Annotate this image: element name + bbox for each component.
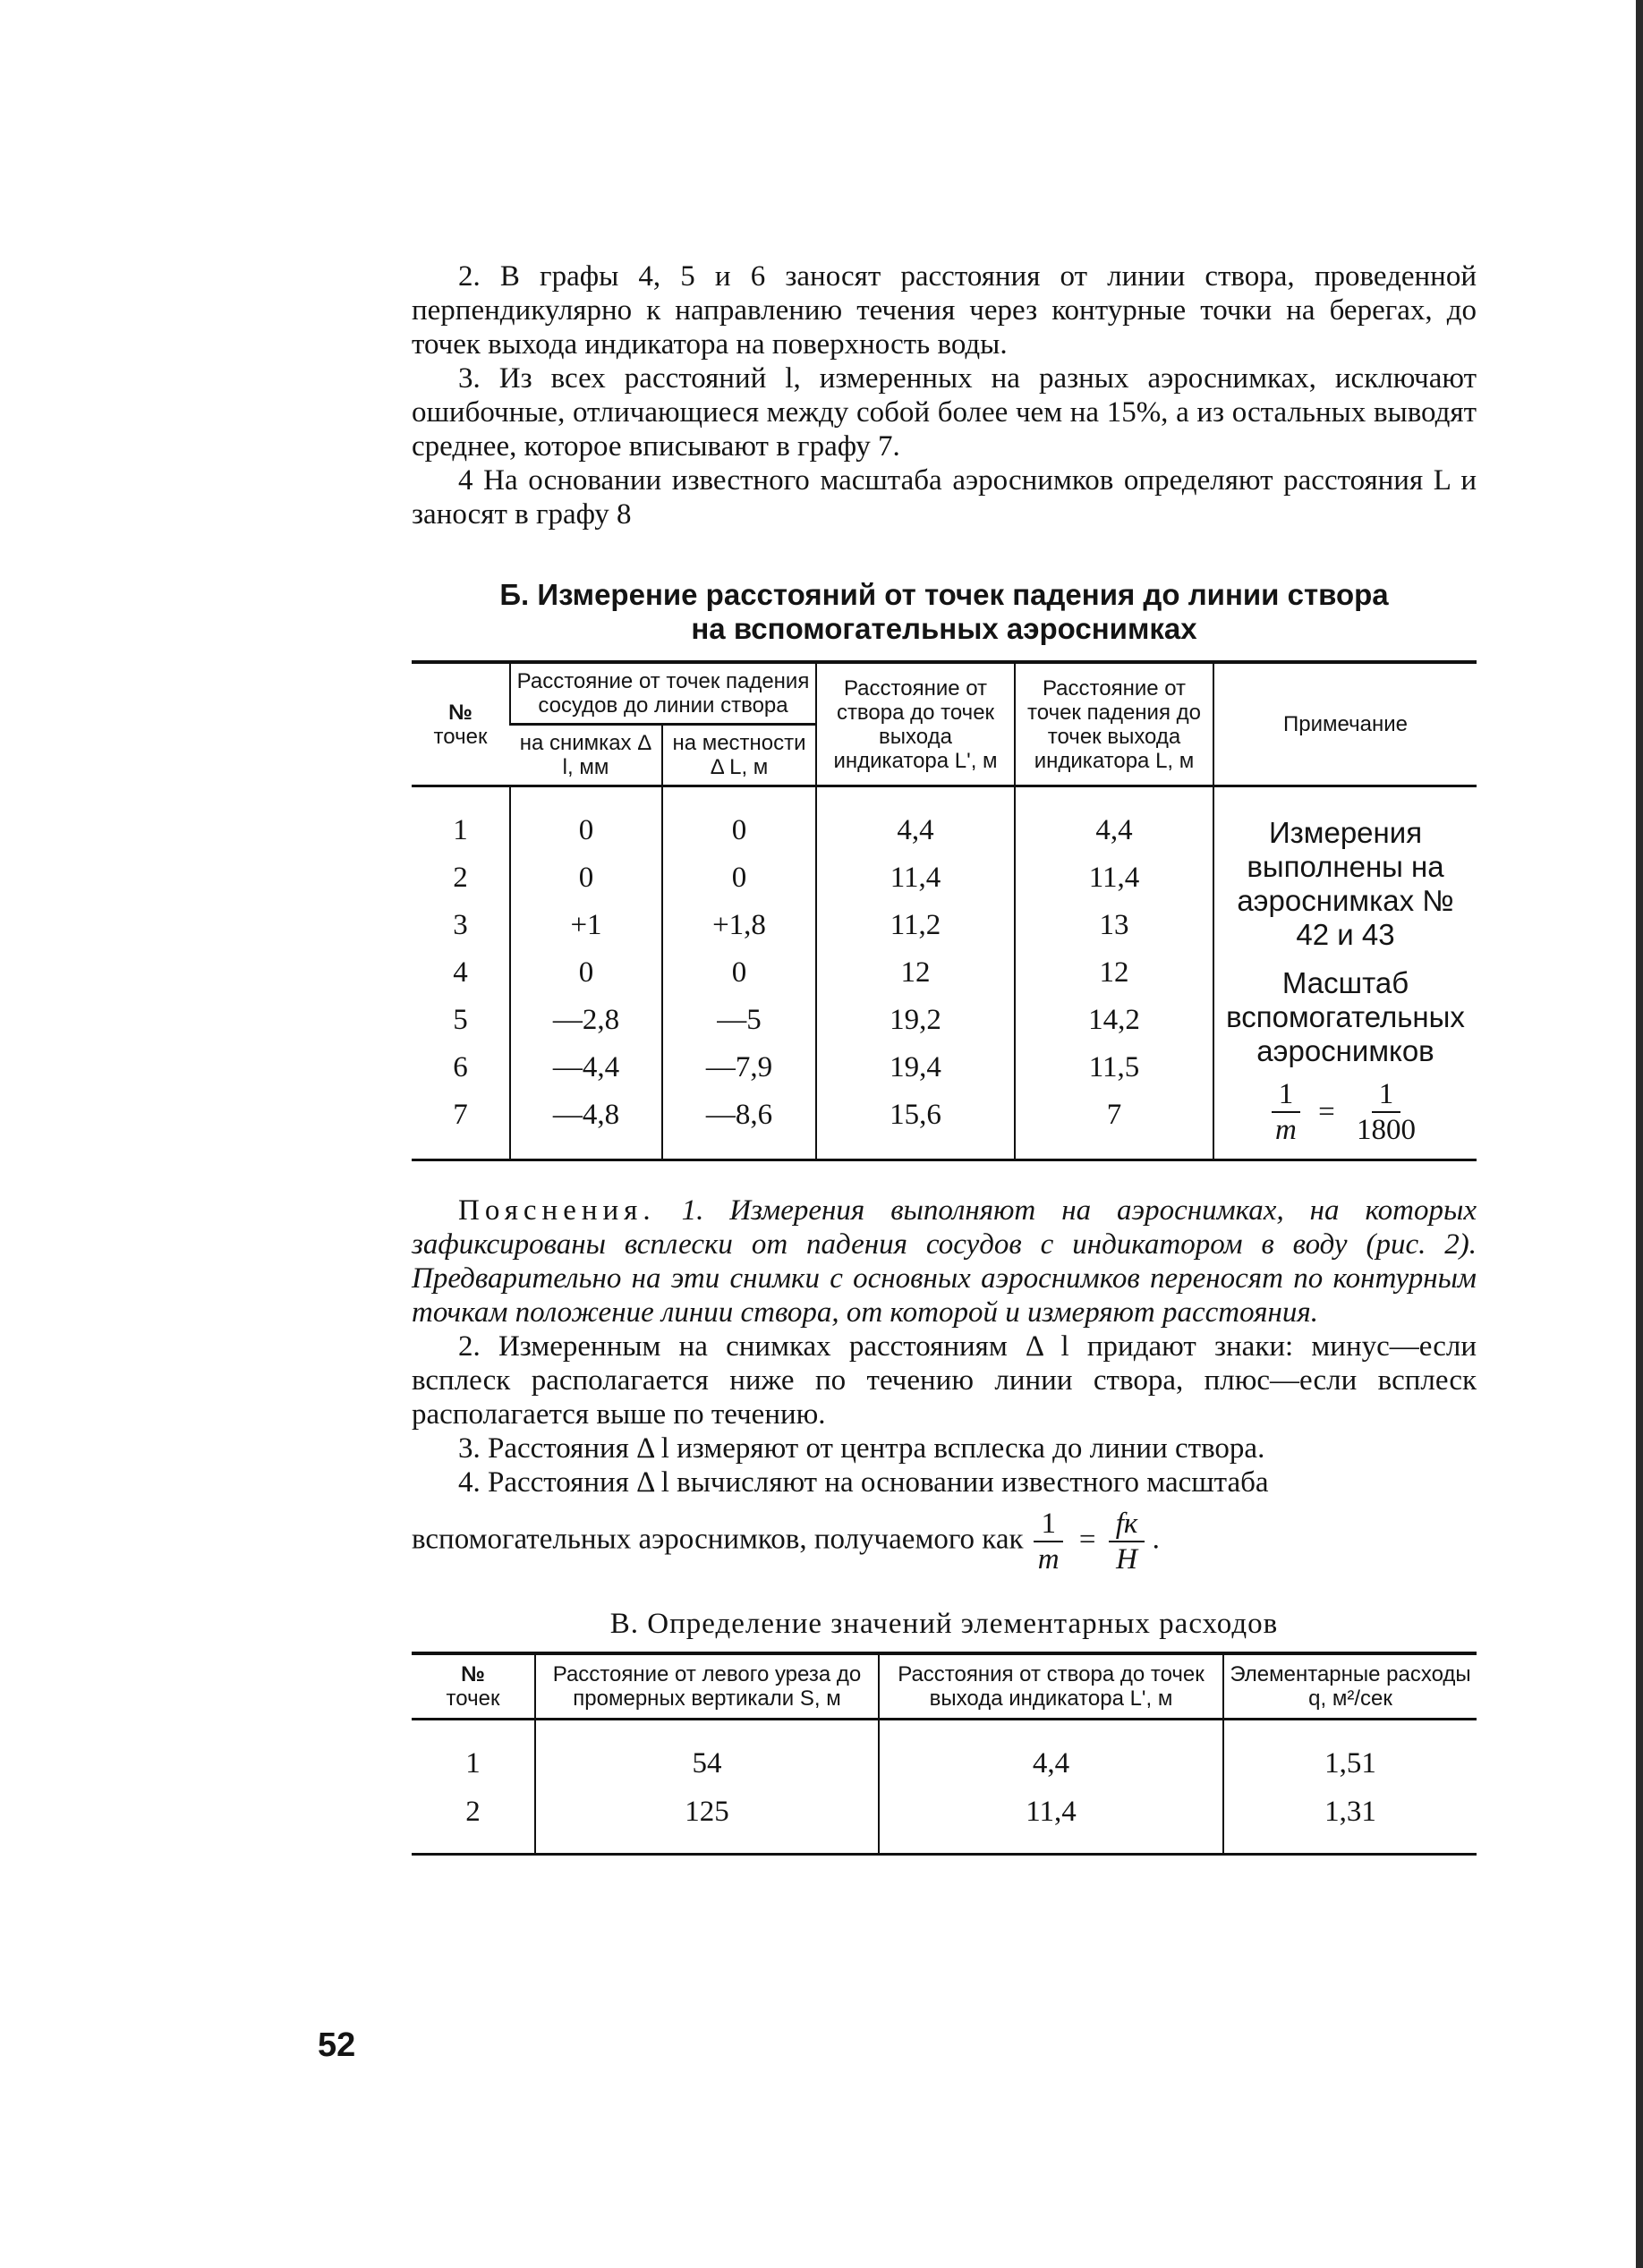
section-b-title-line1: Б. Измерение расстояний от точек падения до линии створа xyxy=(499,578,1389,611)
header-fall-to-exit-distance: Расстояние от точек падения до точек выхода индикатора L, м xyxy=(1015,662,1213,786)
table-row xyxy=(412,786,1477,855)
cell-number: 7 xyxy=(453,1099,468,1131)
cell-dL: —7,9 xyxy=(662,1044,816,1092)
header-left-bank-distance: Расстояние от левого уреза до промерных вертикали S, м xyxy=(535,1653,879,1720)
cell-dL: +1,8 xyxy=(662,902,816,949)
cell-dl: 0 xyxy=(510,949,662,997)
cell-dL: —5 xyxy=(662,997,816,1044)
cell-number: 4 xyxy=(453,956,468,989)
cell-number: 5 xyxy=(453,1004,468,1036)
cell-L: 11,4 xyxy=(1015,854,1213,902)
cell-q: 1,31 xyxy=(1223,1788,1477,1855)
cell-dl: —4,8 xyxy=(510,1092,662,1160)
explanation-paragraph-4: 4. Расстояния Δ l вычисляют на основании известного масштаба xyxy=(458,1466,1269,1499)
cell-dl: 0 xyxy=(510,786,662,855)
cell-dl: —4,4 xyxy=(510,1044,662,1092)
cell-L: 4,4 xyxy=(1015,786,1213,855)
cell-dL: 0 xyxy=(662,786,816,855)
header-note: Примечание xyxy=(1213,662,1477,786)
table-row xyxy=(412,1720,1477,1788)
cell-exit: 19,2 xyxy=(816,997,1015,1044)
cell-exit: 11,2 xyxy=(816,902,1015,949)
cell-s: 54 xyxy=(535,1720,879,1788)
header-elementary-discharge: Элементарные расходы q, м²/сек xyxy=(1223,1653,1477,1720)
cell-exit: 4,4 xyxy=(879,1720,1223,1788)
table-b xyxy=(412,660,1477,1161)
cell-exit: 11,4 xyxy=(879,1788,1223,1855)
header-point-number: № точек xyxy=(412,1653,535,1720)
explanations-lead: Пояснения. xyxy=(458,1194,656,1227)
intro-paragraph: 4 На основании известного масштаба аэроснимков определяют расстояния L и заносят в графу 8 xyxy=(412,464,1477,531)
cell-number: 2 xyxy=(465,1796,481,1828)
note-cell xyxy=(1213,786,1477,1160)
cell-dL: 0 xyxy=(662,854,816,902)
table-row xyxy=(412,1788,1477,1855)
cell-dl: 0 xyxy=(510,854,662,902)
cell-number: 3 xyxy=(453,909,468,941)
intro-text xyxy=(412,259,1477,531)
scan-edge xyxy=(1636,0,1643,2268)
page-content xyxy=(412,259,1477,1856)
table-v xyxy=(412,1652,1477,1856)
header-exit-distance: Расстояние от створа до точек выхода индикатора L', м xyxy=(816,662,1015,786)
header-on-photo: на снимках Δ l, мм xyxy=(510,725,662,786)
note-scale-label: Масштаб вспомогательных аэроснимков xyxy=(1226,966,1465,1067)
formula-right: $\frac{fк}{H}$ xyxy=(1109,1507,1145,1576)
cell-L: 14,2 xyxy=(1015,997,1213,1044)
cell-dl: —2,8 xyxy=(510,997,662,1044)
section-b-title-line2: на вспомогательных аэроснимках xyxy=(691,612,1197,645)
cell-exit: 15,6 xyxy=(816,1092,1015,1160)
page-number: 52 xyxy=(318,2026,356,2064)
cell-number: 1 xyxy=(465,1747,481,1780)
explanations xyxy=(412,1193,1477,1576)
formula-left: $\frac{1}{m}$ xyxy=(1031,1507,1067,1576)
cell-L: 13 xyxy=(1015,902,1213,949)
intro-paragraph: 2. В графы 4, 5 и 6 заносят расстояния от линии створа, проведенной перпендикулярно к направлению течения через контурные точки на берегах, до точек выхода индикатора на поверхность воды. xyxy=(412,260,1477,361)
cell-s: 125 xyxy=(535,1788,879,1855)
section-v-title: В. Определение значений элементарных расходов xyxy=(609,1608,1279,1640)
note-measurements: Измерения выполнены на аэроснимках № 42 и 43 xyxy=(1237,816,1454,951)
cell-L: 11,5 xyxy=(1015,1044,1213,1092)
cell-L: 7 xyxy=(1015,1092,1213,1160)
explanation-paragraph-2: 2. Измеренным на снимках расстояниям Δ l придают знаки: минус—если всплеск располагается ниже по течению линии створа, плюс—если всплеск располагается выше по течению. xyxy=(412,1330,1477,1431)
cell-dl: +1 xyxy=(510,902,662,949)
cell-exit: 12 xyxy=(816,949,1015,997)
header-group-fall-distance: Расстояние от точек падения сосудов до линии створа xyxy=(510,662,816,725)
cell-exit: 19,4 xyxy=(816,1044,1015,1092)
header-point-number: № точек xyxy=(412,662,510,786)
cell-L: 12 xyxy=(1015,949,1213,997)
cell-exit: 11,4 xyxy=(816,854,1015,902)
header-on-ground: на местности Δ L, м xyxy=(662,725,816,786)
explanation-paragraph-3: 3. Расстояния Δ l измеряют от центра всплеска до линии створа. xyxy=(458,1432,1265,1465)
section-b-title xyxy=(412,578,1477,646)
header-exit-distance: Расстояния от створа до точек выхода индикатора L', м xyxy=(879,1653,1223,1720)
explanation-paragraph-1: Пояснения. 1. Измерения выполняют на аэроснимках, на которых зафиксированы всплески от падения сосудов с индикатором в воду (рис. 2). Предварительно на эти снимки с основных аэроснимков переносят по контурным точкам положение линии створа, от которой и измеряют расстояния. xyxy=(412,1194,1477,1329)
cell-number: 1 xyxy=(453,814,468,846)
cell-dL: —8,6 xyxy=(662,1092,816,1160)
cell-dL: 0 xyxy=(662,949,816,997)
cell-exit: 4,4 xyxy=(816,786,1015,855)
cell-number: 6 xyxy=(453,1051,468,1083)
explanation-formula-line: вспомогательных аэроснимков, получаемого как $\frac{1}{m}$ = $\frac{fк}{H}$ . xyxy=(412,1508,1160,1576)
cell-number: 2 xyxy=(453,862,468,894)
cell-q: 1,51 xyxy=(1223,1720,1477,1788)
intro-paragraph: 3. Из всех расстояний l, измеренных на разных аэроснимках, исключают ошибочные, отличающиеся между собой более чем на 15%, а из остальных выводят среднее, которое вписывают в графу 7. xyxy=(412,362,1477,463)
scale-formula: $\frac{1}{m}$ = $\frac{1}{1800}$ xyxy=(1220,1068,1471,1147)
